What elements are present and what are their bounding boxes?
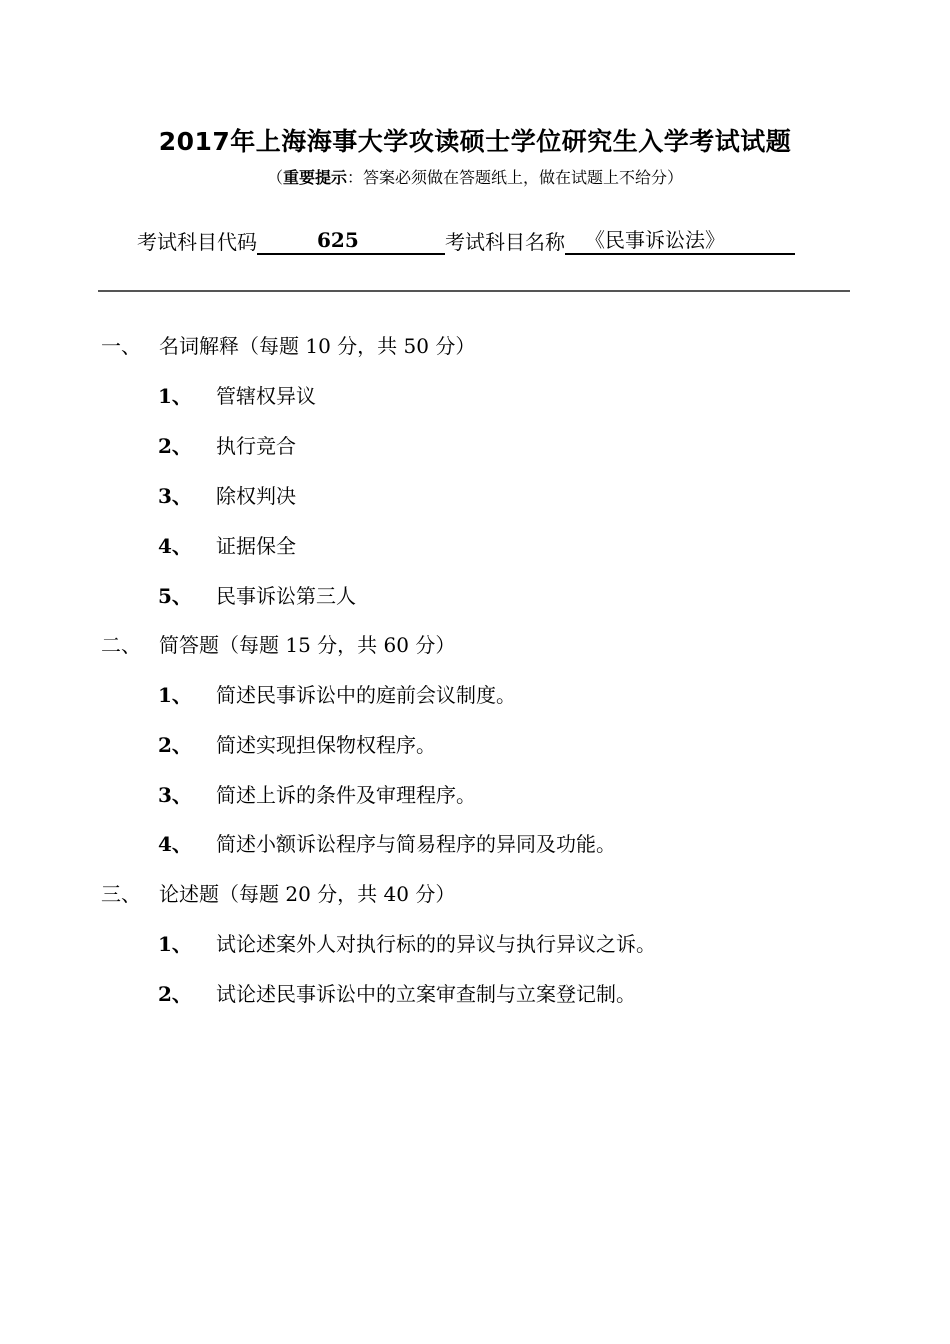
question-number: 4、: [158, 832, 192, 856]
question-text: 管辖权异议: [216, 384, 316, 408]
section-number: 二、: [101, 633, 141, 657]
important-notice: [0, 165, 950, 188]
question-number: 4、: [158, 534, 192, 558]
notice-open: （: [266, 168, 283, 187]
question-number: 1、: [158, 384, 192, 408]
question-text: 简述上诉的条件及审理程序。: [216, 783, 476, 807]
question-item: [158, 480, 296, 509]
subject-code-value: 625: [317, 228, 359, 252]
question-item: [158, 978, 636, 1007]
question-item: [158, 779, 476, 808]
question-item: [158, 828, 616, 857]
question-text: 简述小额诉讼程序与简易程序的异同及功能。: [216, 832, 616, 856]
notice-text: ：答案必须做在答题纸上，做在试题上不给分）: [347, 168, 684, 187]
subject-code-label: 考试科目代码: [137, 230, 257, 254]
question-number: 1、: [158, 932, 192, 956]
section-title: 简答题（每题 15 分，共 60 分）: [159, 633, 456, 657]
question-item: [158, 729, 436, 758]
question-item: [158, 580, 356, 609]
subject-name-value: 《民事诉讼法》: [585, 228, 725, 252]
question-text: 执行竞合: [216, 434, 296, 458]
subject-code-field: [257, 227, 445, 255]
section-number: 三、: [101, 882, 141, 906]
header-divider: [98, 290, 850, 292]
question-item: [158, 430, 296, 459]
question-number: 5、: [158, 584, 192, 608]
section-heading: [101, 629, 455, 658]
question-text: 试论述民事诉讼中的立案审查制与立案登记制。: [216, 982, 636, 1006]
question-text: 除权判决: [216, 484, 296, 508]
notice-label: 重要提示: [282, 168, 347, 187]
question-item: [158, 679, 516, 708]
question-item: [158, 380, 316, 409]
section-title: 论述题（每题 20 分，共 40 分）: [159, 882, 456, 906]
question-number: 3、: [158, 783, 192, 807]
question-number: 2、: [158, 733, 192, 757]
question-text: 试论述案外人对执行标的的异议与执行异议之诉。: [216, 932, 656, 956]
question-item: [158, 530, 296, 559]
section-heading: [101, 330, 475, 359]
question-text: 证据保全: [216, 534, 296, 558]
subject-name-label: 考试科目名称: [445, 230, 565, 254]
question-number: 1、: [158, 683, 192, 707]
question-number: 3、: [158, 484, 192, 508]
question-text: 民事诉讼第三人: [216, 584, 356, 608]
question-number: 2、: [158, 434, 192, 458]
section-title: 名词解释（每题 10 分，共 50 分）: [159, 334, 476, 358]
question-item: [158, 928, 656, 957]
exam-title: 2017年上海海事大学攻读硕士学位研究生入学考试试题: [158, 127, 792, 156]
subject-name-field: [565, 227, 795, 255]
subject-info: [137, 226, 795, 256]
question-text: 简述民事诉讼中的庭前会议制度。: [216, 683, 516, 707]
question-text: 简述实现担保物权程序。: [216, 733, 436, 757]
section-heading: [101, 878, 455, 907]
section-number: 一、: [101, 334, 141, 358]
question-number: 2、: [158, 982, 192, 1006]
